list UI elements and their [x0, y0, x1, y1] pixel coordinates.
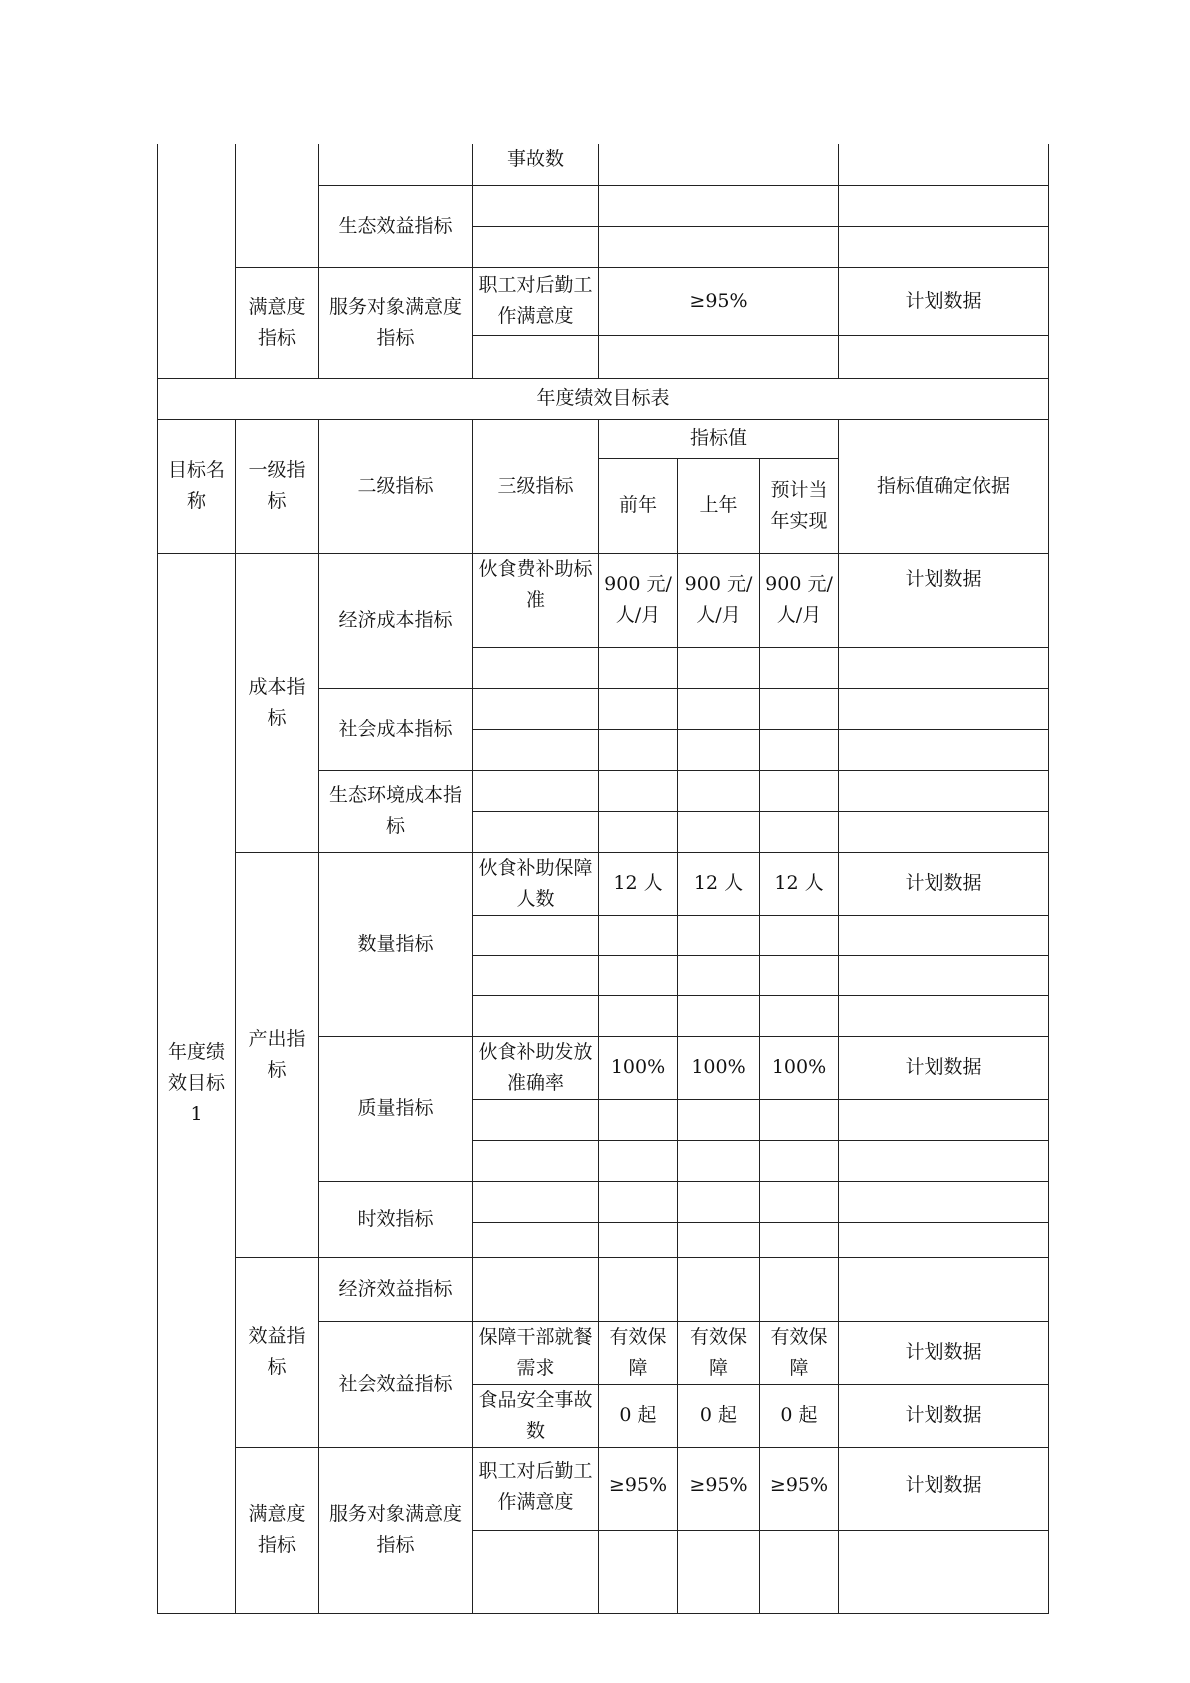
cell-level1: 满意度指标 — [236, 267, 319, 378]
cell-expected: 0 起 — [760, 1384, 839, 1447]
cell-last: 100% — [678, 1036, 760, 1099]
header-basis: 指标值确定依据 — [839, 419, 1049, 553]
cell-expected: 12 人 — [760, 852, 839, 915]
cell-empty — [839, 144, 1049, 185]
cell-level1-satisfaction: 满意度指标 — [236, 1447, 319, 1613]
cell-empty — [760, 955, 839, 995]
cell-prev: 0 起 — [599, 1384, 678, 1447]
cell-empty — [839, 915, 1049, 955]
table-title-row — [158, 379, 1049, 419]
cell-empty — [760, 1099, 839, 1140]
cell-last: 0 起 — [678, 1384, 760, 1447]
cell-empty — [678, 915, 760, 955]
cell-expected: ≥95% — [760, 1447, 839, 1530]
cell-empty — [678, 995, 760, 1036]
cell-level3: 伙食费补助标准 — [473, 553, 599, 647]
cell-empty — [599, 1181, 678, 1222]
cell-goal: 年度绩效目标 1 — [158, 553, 236, 1613]
cell-empty — [599, 647, 678, 688]
cell-level2-social-cost: 社会成本指标 — [319, 688, 473, 770]
cell-last: 900 元/人/月 — [678, 553, 760, 647]
cell-empty — [678, 1181, 760, 1222]
cell-empty — [599, 1099, 678, 1140]
cell-empty — [599, 1530, 678, 1613]
cell-level2-social-benefit: 社会效益指标 — [319, 1321, 473, 1447]
cell-empty — [839, 185, 1049, 226]
cell-empty — [473, 1181, 599, 1222]
table-row — [158, 1257, 1049, 1321]
annual-performance-table — [157, 379, 1049, 1614]
cell-empty — [760, 1181, 839, 1222]
cell-empty — [599, 144, 839, 185]
cell-empty — [599, 688, 678, 729]
cell-last: ≥95% — [678, 1447, 760, 1530]
cell-level2: 服务对象满意度指标 — [319, 267, 473, 378]
cell-level2-quality: 质量指标 — [319, 1036, 473, 1181]
table-title: 年度绩效目标表 — [158, 379, 1049, 419]
cell-basis: 计划数据 — [839, 1321, 1049, 1384]
cell-empty — [678, 770, 760, 811]
table-row — [158, 553, 1049, 647]
cell-empty — [760, 647, 839, 688]
cell-value: ≥95% — [599, 267, 839, 335]
cell-empty — [473, 647, 599, 688]
cell-prev: ≥95% — [599, 1447, 678, 1530]
cell-empty — [473, 955, 599, 995]
cell-empty — [678, 955, 760, 995]
cell-empty — [760, 811, 839, 852]
cell-level2-eco-env-cost: 生态环境成本指标 — [319, 770, 473, 852]
cell-level2-quantity: 数量指标 — [319, 852, 473, 1036]
cell-empty — [839, 1181, 1049, 1222]
cell-empty — [839, 955, 1049, 995]
cell-empty — [760, 915, 839, 955]
cell-empty — [839, 226, 1049, 267]
cell-empty — [599, 185, 839, 226]
cell-basis: 计划数据 — [839, 1384, 1049, 1447]
cell-level3: 保障干部就餐需求 — [473, 1321, 599, 1384]
cell-empty — [473, 729, 599, 770]
cell-empty — [839, 1222, 1049, 1257]
cell-empty — [839, 335, 1049, 378]
cell-empty — [678, 1530, 760, 1613]
cell-level1-benefit: 效益指标 — [236, 1257, 319, 1447]
cell-basis: 计划数据 — [839, 267, 1049, 335]
cell-empty — [678, 729, 760, 770]
cell-empty — [839, 1099, 1049, 1140]
cell-level3: 伙食补助保障人数 — [473, 852, 599, 915]
header-level2: 二级指标 — [319, 419, 473, 553]
cell-expected: 900 元/人/月 — [760, 553, 839, 647]
cell-empty — [678, 688, 760, 729]
cell-empty — [473, 1099, 599, 1140]
cell-level2-economic-benefit: 经济效益指标 — [319, 1257, 473, 1321]
cell-level2-satisfaction: 服务对象满意度指标 — [319, 1447, 473, 1613]
cell-empty — [473, 770, 599, 811]
cell-empty — [760, 1257, 839, 1321]
cell-empty — [599, 915, 678, 955]
cell-empty — [473, 915, 599, 955]
cell-expected: 100% — [760, 1036, 839, 1099]
cell-empty — [236, 144, 319, 267]
header-value: 指标值 — [599, 419, 839, 458]
cell-level3: 事故数 — [473, 144, 599, 185]
cell-empty — [473, 995, 599, 1036]
cell-level3: 食品安全事故数 — [473, 1384, 599, 1447]
cell-empty — [839, 1257, 1049, 1321]
cell-empty — [760, 729, 839, 770]
header-level1: 一级指标 — [236, 419, 319, 553]
cell-empty — [678, 647, 760, 688]
cell-empty — [839, 729, 1049, 770]
cell-empty — [839, 647, 1049, 688]
cell-empty — [599, 1140, 678, 1181]
table-row — [158, 144, 1049, 185]
cell-basis: 计划数据 — [839, 1447, 1049, 1530]
cell-prev: 900 元/人/月 — [599, 553, 678, 647]
cell-empty — [473, 811, 599, 852]
cell-empty — [839, 811, 1049, 852]
cell-empty — [473, 185, 599, 226]
header-prev-year: 前年 — [599, 458, 678, 553]
cell-level2-timeliness: 时效指标 — [319, 1181, 473, 1257]
table-row — [158, 267, 1049, 335]
table-row — [158, 1447, 1049, 1530]
cell-empty — [158, 144, 236, 378]
cell-level3: 职工对后勤工作满意度 — [473, 1447, 599, 1530]
cell-empty — [839, 995, 1049, 1036]
cell-empty — [473, 1140, 599, 1181]
cell-empty — [760, 688, 839, 729]
cell-empty — [599, 1257, 678, 1321]
cell-prev: 100% — [599, 1036, 678, 1099]
cell-level3: 职工对后勤工作满意度 — [473, 267, 599, 335]
cell-empty — [473, 335, 599, 378]
cell-level2: 生态效益指标 — [319, 185, 473, 267]
cell-empty — [760, 995, 839, 1036]
continued-indicator-table — [157, 144, 1049, 379]
cell-empty — [599, 335, 839, 378]
cell-empty — [599, 729, 678, 770]
cell-empty — [839, 688, 1049, 729]
cell-prev: 12 人 — [599, 852, 678, 915]
cell-empty — [473, 226, 599, 267]
cell-empty — [678, 1222, 760, 1257]
cell-basis: 计划数据 — [839, 553, 1049, 647]
cell-empty — [678, 1140, 760, 1181]
cell-empty — [473, 1530, 599, 1613]
cell-empty — [760, 770, 839, 811]
cell-empty — [839, 1530, 1049, 1613]
cell-last: 有效保障 — [678, 1321, 760, 1384]
cell-empty — [599, 811, 678, 852]
cell-empty — [599, 770, 678, 811]
cell-level2-economic-cost: 经济成本指标 — [319, 553, 473, 688]
header-expected: 预计当年实现 — [760, 458, 839, 553]
header-row — [158, 419, 1049, 458]
cell-level1-output: 产出指标 — [236, 852, 319, 1257]
cell-empty — [319, 144, 473, 185]
header-goal-name: 目标名称 — [158, 419, 236, 553]
header-level3: 三级指标 — [473, 419, 599, 553]
cell-level3: 伙食补助发放准确率 — [473, 1036, 599, 1099]
cell-empty — [760, 1222, 839, 1257]
table-row — [158, 852, 1049, 915]
cell-empty — [473, 688, 599, 729]
cell-empty — [599, 226, 839, 267]
cell-prev: 有效保障 — [599, 1321, 678, 1384]
cell-expected: 有效保障 — [760, 1321, 839, 1384]
cell-last: 12 人 — [678, 852, 760, 915]
cell-empty — [473, 1257, 599, 1321]
header-last-year: 上年 — [678, 458, 760, 553]
cell-basis: 计划数据 — [839, 852, 1049, 915]
cell-empty — [760, 1530, 839, 1613]
cell-empty — [678, 1099, 760, 1140]
cell-empty — [678, 1257, 760, 1321]
cell-empty — [599, 1222, 678, 1257]
cell-basis: 计划数据 — [839, 1036, 1049, 1099]
cell-level1-cost: 成本指标 — [236, 553, 319, 852]
cell-empty — [678, 811, 760, 852]
cell-empty — [839, 1140, 1049, 1181]
cell-empty — [599, 955, 678, 995]
cell-empty — [839, 770, 1049, 811]
cell-empty — [599, 995, 678, 1036]
cell-empty — [473, 1222, 599, 1257]
cell-empty — [760, 1140, 839, 1181]
